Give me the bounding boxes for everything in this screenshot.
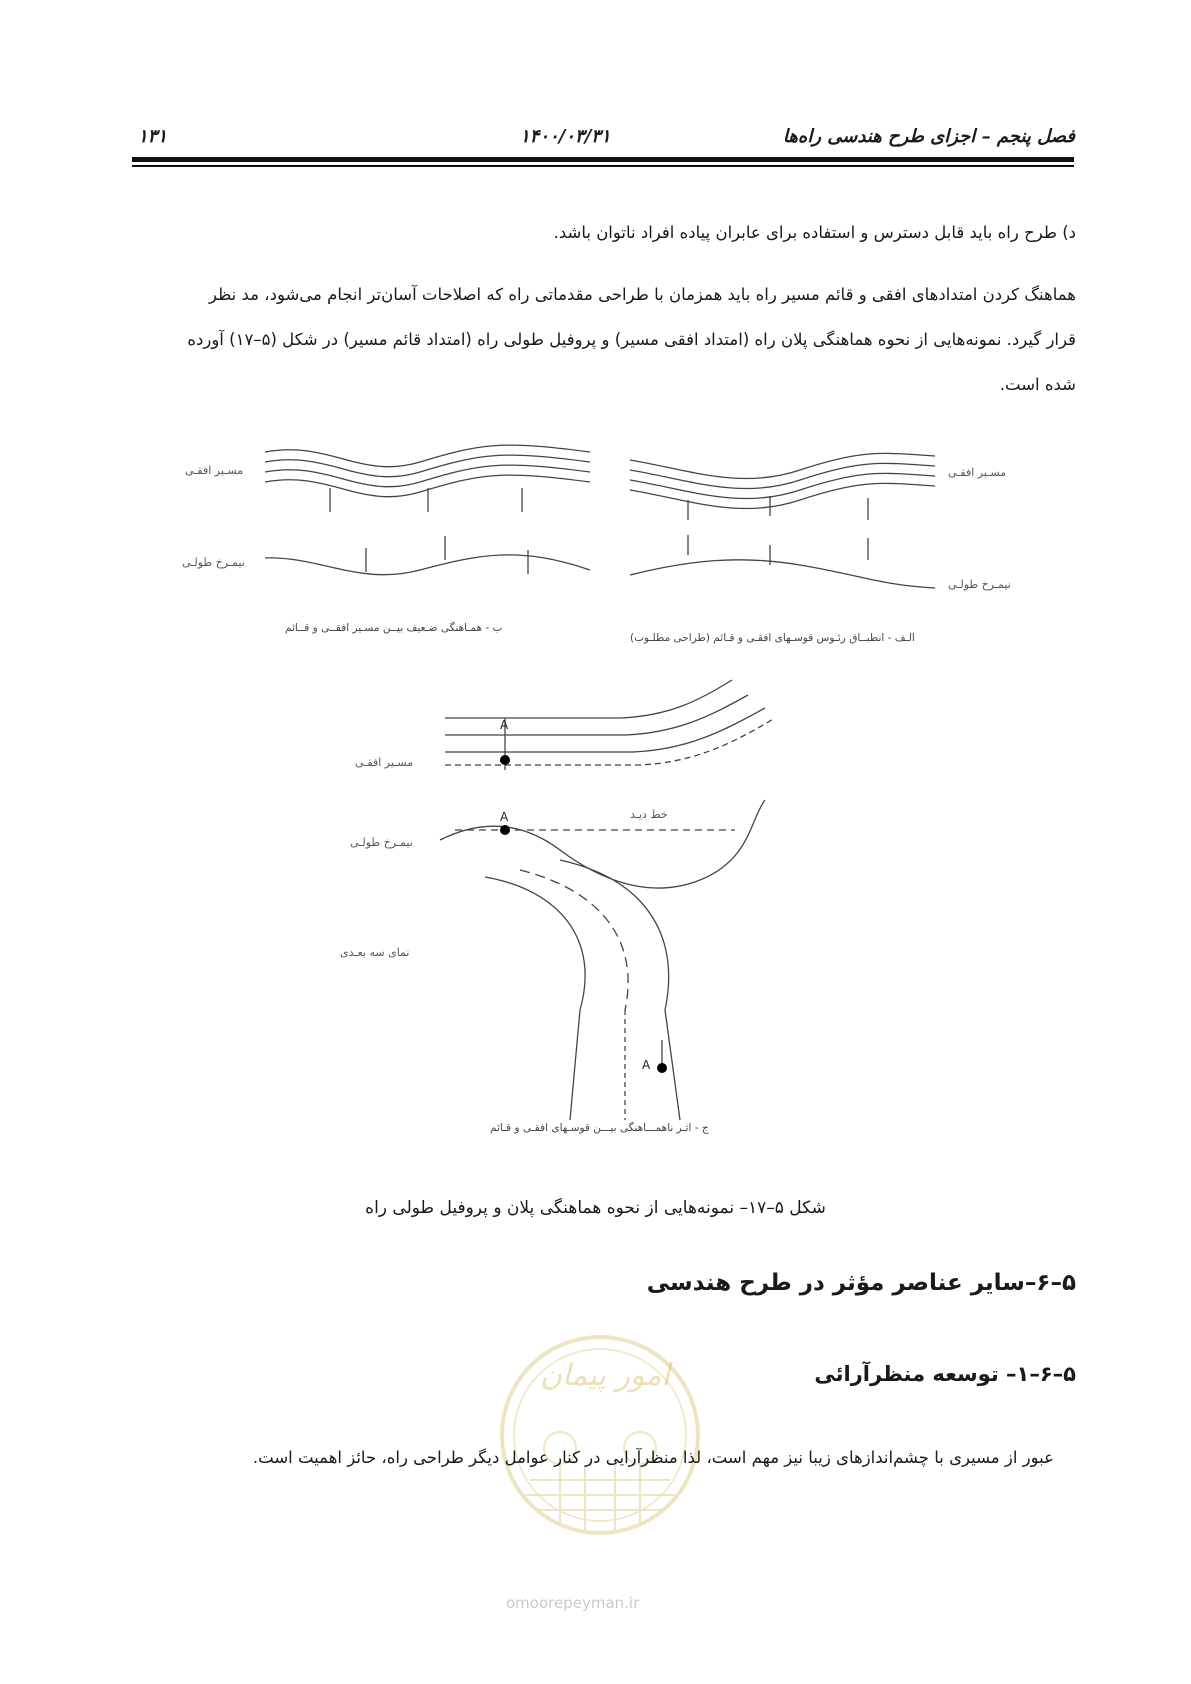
figure-caption: شکل ۵–۱۷– نمونه‌هایی از نحوه هماهنگی پلان و پروفیل طولی راه [365, 1198, 826, 1218]
paragraph-coordination-line-1: هماهنگ کردن امتدادهای افقی و قائم مسیر راه باید همزمان با طراحی مقدماتی راه که اصلاحات آسان‌تر انجام می‌شود، مد نظر [209, 285, 1076, 304]
paragraph-item-d: د) طرح راه باید قابل دسترس و استفاده برای عابران پیاده افراد ناتوان باشد. [553, 223, 1076, 242]
header-date: ۱۴۰۰/۰۳/۳۱ [520, 126, 611, 147]
view3d-edge-left [485, 877, 585, 1010]
paragraph-coordination-line-2: قرار گیرد. نمونه‌هایی از نحوه هماهنگی پلان راه (امتداد افقی مسیر) و پروفیل طولی راه (امتداد قائم مسیر) در شکل (۵–۱۷) آورده [187, 330, 1076, 349]
paragraph-coordination-line-3: شده است. [999, 375, 1076, 394]
point-a-profile [500, 825, 510, 835]
plan-c-line-3 [445, 708, 765, 752]
subcaption-b: ب - همـاهنگی ضـعیف بیــن مسـیر افقــی و قــائم [285, 622, 503, 634]
plan-b-line-1 [265, 445, 590, 467]
profile-a-line [630, 560, 935, 588]
label-profile-a: نیمـرخ طولـی [948, 578, 1011, 591]
label-point-a-3d: A [642, 1058, 651, 1072]
watermark-site: omoorepeyman.ir [506, 1594, 640, 1612]
point-a-plan [500, 755, 510, 765]
page-number: ۱۳۱ [138, 126, 168, 147]
label-profile-b: نیمـرخ طولـی [182, 556, 245, 569]
label-horizontal-route-a: مسـیر افقـی [948, 466, 1007, 479]
plan-c-line-4 [445, 718, 775, 765]
plan-a-line-3 [630, 473, 935, 498]
chapter-title: فصل پنجم – اجزای طرح هندسی راه‌ها [782, 126, 1075, 147]
label-3d-view: نمای سه بعـدی [340, 946, 410, 959]
label-point-a-profile: A [500, 810, 509, 824]
point-a-3d [657, 1063, 667, 1073]
plan-c-line-2 [445, 695, 748, 735]
watermark-brand: امور پیمان [540, 1358, 670, 1393]
landscape-paragraph: عبور از مسیری با چشم‌اندازهای زیبا نیز مهم است، لذا منظرآرایی در کنار عوامل دیگر طراحی راه، حائز اهمیت است. [252, 1448, 1054, 1467]
plan-a-line-2 [630, 463, 935, 488]
label-profile-c: نیمـرخ طولـی [350, 836, 413, 849]
plan-b-line-3 [265, 465, 590, 487]
view3d-centerline [520, 870, 628, 1010]
profile-b-line [265, 555, 590, 575]
label-horizontal-route-b: مسـیر افقـی [185, 464, 244, 477]
label-horizontal-route-c: مسـیر افقـی [355, 756, 414, 769]
section-heading-5-6-1: ۵–۶–۱– توسعه منظرآرائی [814, 1362, 1076, 1386]
plan-a-line-1 [630, 453, 935, 478]
plan-b-line-2 [265, 455, 590, 477]
subcaption-c: ج - اثـر ناهمـــاهنگی بیـــن قوسـهای افقـی و قـائم [490, 1122, 709, 1134]
section-heading-5-6: ۵–۶–سایر عناصر مؤثر در طرح هندسی [646, 1270, 1076, 1296]
plan-c-line-1 [445, 680, 732, 718]
subcaption-a: الـف - انطبــاق رئـوس قوسـهای افقـی و قـائم (طراحی مطلـوب) [630, 632, 915, 644]
label-point-a-plan: A [500, 718, 509, 732]
label-sight-line: خط دیـد [630, 808, 668, 821]
plan-a-line-4 [630, 483, 935, 508]
